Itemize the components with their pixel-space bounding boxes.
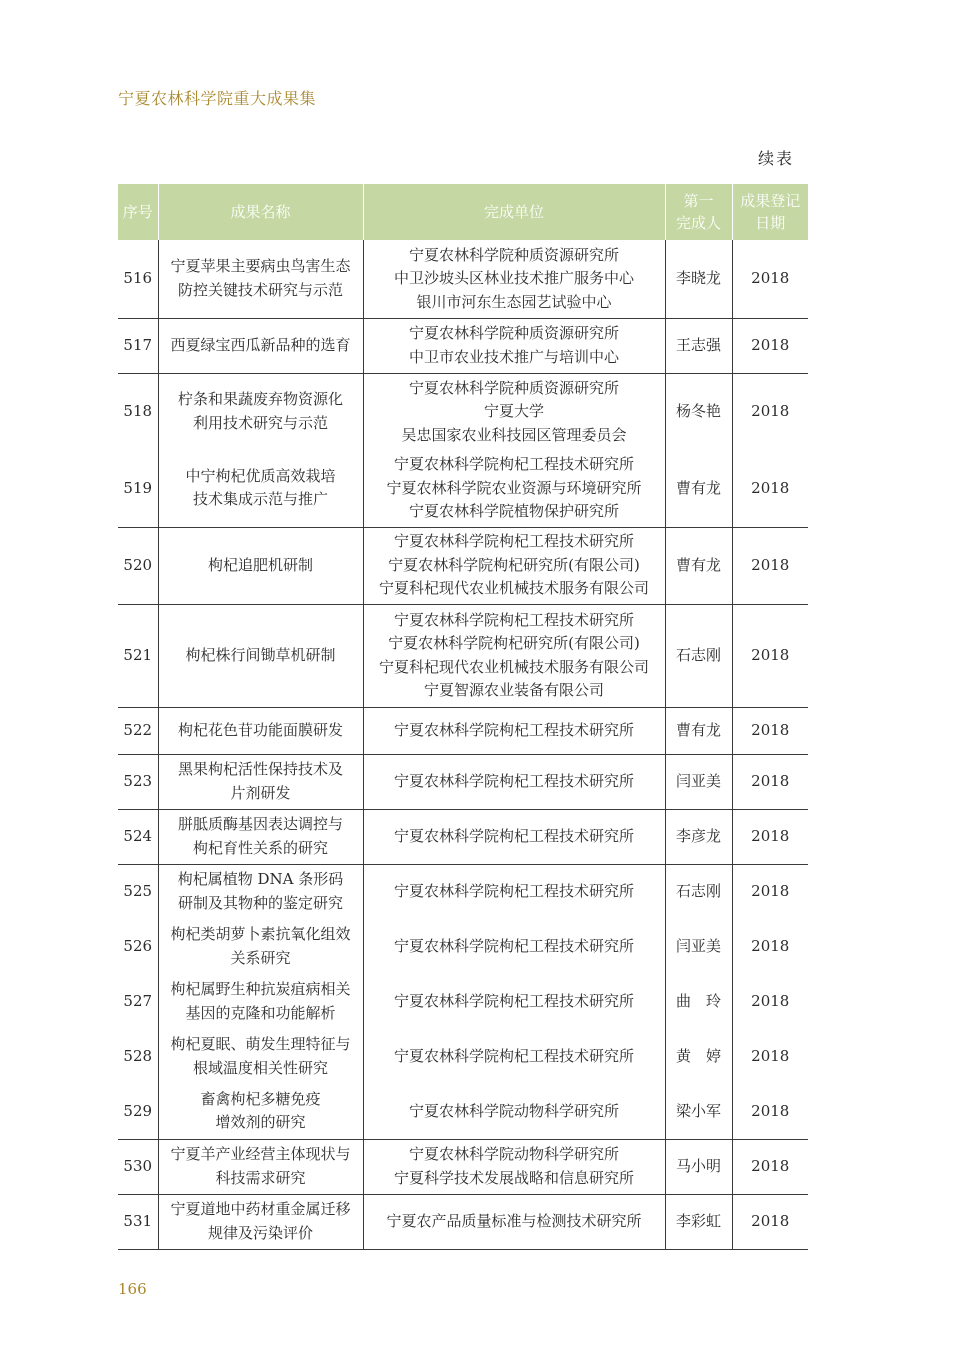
cell-registration-date: 2018 (732, 809, 808, 864)
cell-achievement-name: 枸杞追肥机研制 (158, 527, 363, 604)
cell-registration-date: 2018 (732, 1194, 808, 1249)
cell-number: 530 (118, 1139, 158, 1194)
cell-number: 522 (118, 707, 158, 754)
cell-number: 516 (123, 269, 153, 287)
column-header-person: 第一 完成人 (665, 184, 732, 240)
cell-first-person: 曲 玲 (665, 974, 732, 1029)
cell-registration-date: 2018 (732, 1029, 808, 1084)
table-row (118, 604, 808, 707)
table-row (118, 1029, 808, 1084)
cell-first-person: 石志刚 (665, 864, 732, 919)
cell-number: 521 (118, 604, 158, 707)
cell-achievement-name: 黑果枸杞活性保持技术及 片剂研发 (158, 754, 363, 809)
page-number: 166 (118, 1280, 147, 1298)
cell-number: 524 (118, 809, 158, 864)
cell-first-person: 梁小军 (665, 1084, 732, 1139)
table-row (118, 754, 808, 809)
cell-number: 523 (118, 754, 158, 809)
table-row (118, 240, 808, 318)
cell-number: 525 (118, 864, 158, 919)
cell-completing-units: 宁夏农林科学院种质资源研究所 中卫沙坡头区林业技术推广服务中心 银川市河东生态园艺试验中心 (363, 240, 665, 318)
cell-first-person: 闫亚美 (665, 919, 732, 974)
cell-achievement-name: 畜禽枸杞多糖免疫 增效剂的研究 (158, 1084, 363, 1139)
column-header-name: 成果名称 (158, 184, 363, 240)
cell-achievement-name: 枸杞属野生种抗炭疽病相关 基因的克隆和功能解析 (158, 974, 363, 1029)
cell-first-person: 曹有龙 (665, 707, 732, 754)
cell-registration-date: 2018 (732, 240, 808, 318)
cell-completing-units: 宁夏农林科学院种质资源研究所 宁夏大学 吴忠国家农业科技园区管理委员会 (363, 373, 665, 450)
cell-registration-date: 2018 (732, 919, 808, 974)
table-row (118, 318, 808, 373)
running-head: 宁夏农林科学院重大成果集 (118, 89, 317, 108)
cell-completing-units: 宁夏农林科学院种质资源研究所 中卫市农业技术推广与培训中心 (363, 318, 665, 373)
cell-registration-date: 2018 (732, 318, 808, 373)
cell-number: 526 (123, 936, 153, 955)
table-row (118, 1194, 808, 1249)
table-row (118, 1139, 808, 1194)
cell-registration-date: 2018 (732, 450, 808, 527)
results-table (118, 184, 808, 1250)
cell-completing-units: 宁夏农林科学院枸杞工程技术研究所 (363, 809, 665, 864)
cell-completing-units: 宁夏农林科学院枸杞工程技术研究所 宁夏农林科学院枸杞研究所(有限公司) 宁夏科杞现代农业机械技术服务有限公司 宁夏智源农业装备有限公司 (363, 604, 665, 707)
cell-registration-date: 2018 (732, 527, 808, 604)
cell-achievement-name: 枸杞花色苷功能面膜研发 (158, 707, 363, 754)
cell-achievement-name: 西夏绿宝西瓜新品种的选育 (158, 318, 363, 373)
table-row (118, 1084, 808, 1139)
cell-completing-units: 宁夏农林科学院枸杞工程技术研究所 (363, 754, 665, 809)
column-header-no: 序号 (118, 184, 158, 240)
cell-first-person: 闫亚美 (665, 754, 732, 809)
cell-completing-units: 宁夏农林科学院枸杞工程技术研究所 (363, 1029, 665, 1084)
table-row (118, 373, 808, 450)
cell-first-person: 王志强 (665, 318, 732, 373)
table-row (118, 974, 808, 1029)
cell-completing-units: 宁夏农产品质量标准与检测技术研究所 (363, 1194, 665, 1249)
table-row (118, 919, 808, 974)
column-header-units: 完成单位 (363, 184, 665, 240)
cell-completing-units: 宁夏农林科学院动物科学研究所 (363, 1084, 665, 1139)
cell-first-person: 石志刚 (665, 604, 732, 707)
cell-number: 520 (118, 527, 158, 604)
cell-registration-date: 2018 (732, 1084, 808, 1139)
continued-label: 续表 (758, 149, 795, 168)
cell-completing-units: 宁夏农林科学院枸杞工程技术研究所 (363, 707, 665, 754)
cell-registration-date: 2018 (732, 974, 808, 1029)
cell-first-person: 李彦龙 (665, 809, 732, 864)
cell-registration-date: 2018 (732, 707, 808, 754)
cell-achievement-name: 中宁枸杞优质高效栽培 技术集成示范与推广 (158, 450, 363, 527)
cell-achievement-name: 枸杞夏眠、萌发生理特征与 根域温度相关性研究 (158, 1029, 363, 1084)
cell-completing-units: 宁夏农林科学院枸杞工程技术研究所 (363, 864, 665, 919)
cell-first-person: 马小明 (665, 1139, 732, 1194)
cell-number: 531 (118, 1194, 158, 1249)
cell-achievement-name: 胼胝质酶基因表达调控与 枸杞育性关系的研究 (158, 809, 363, 864)
cell-achievement-name: 枸杞类胡萝卜素抗氧化组效 关系研究 (158, 919, 363, 974)
cell-registration-date: 2018 (732, 864, 808, 919)
table-body (118, 240, 808, 1249)
cell-completing-units: 宁夏农林科学院动物科学研究所 宁夏科学技术发展战略和信息研究所 (363, 1139, 665, 1194)
table-row (118, 450, 808, 527)
cell-registration-date: 2018 (732, 754, 808, 809)
cell-achievement-name: 宁夏道地中药材重金属迁移 规律及污染评价 (158, 1194, 363, 1249)
cell-number: 529 (123, 1101, 153, 1120)
cell-first-person: 曹有龙 (665, 450, 732, 527)
cell-registration-date: 2018 (732, 373, 808, 450)
cell-completing-units: 宁夏农林科学院枸杞工程技术研究所 (363, 919, 665, 974)
cell-registration-date: 2018 (732, 1139, 808, 1194)
cell-achievement-name: 柠条和果蔬废弃物资源化 利用技术研究与示范 (158, 373, 363, 450)
cell-achievement-name: 枸杞株行间锄草机研制 (158, 604, 363, 707)
cell-first-person: 李晓龙 (665, 240, 732, 318)
cell-completing-units: 宁夏农林科学院枸杞工程技术研究所 宁夏农林科学院枸杞研究所(有限公司) 宁夏科杞现代农业机械技术服务有限公司 (363, 527, 665, 604)
cell-number: 519 (123, 478, 153, 497)
table-row (118, 527, 808, 604)
cell-first-person: 曹有龙 (665, 527, 732, 604)
cell-number: 517 (118, 318, 158, 373)
cell-first-person: 李彩虹 (665, 1194, 732, 1249)
cell-achievement-name: 枸杞属植物 DNA 条形码 研制及其物种的鉴定研究 (158, 864, 363, 919)
cell-completing-units: 宁夏农林科学院枸杞工程技术研究所 (363, 974, 665, 1029)
cell-completing-units: 宁夏农林科学院枸杞工程技术研究所 宁夏农林科学院农业资源与环境研究所 宁夏农林科学院植物保护研究所 (363, 450, 665, 527)
cell-first-person: 杨冬艳 (665, 373, 732, 450)
column-header-date: 成果登记 日期 (732, 184, 808, 240)
cell-number: 527 (123, 991, 153, 1010)
cell-achievement-name: 宁夏羊产业经营主体现状与 科技需求研究 (158, 1139, 363, 1194)
cell-achievement-name: 宁夏苹果主要病虫鸟害生态 防控关键技术研究与示范 (158, 240, 363, 318)
table-row (118, 707, 808, 754)
cell-number: 518 (118, 373, 158, 450)
cell-first-person: 黄 婷 (665, 1029, 732, 1084)
table-header-row (118, 184, 808, 240)
table-row (118, 864, 808, 919)
cell-registration-date: 2018 (732, 604, 808, 707)
table-row (118, 809, 808, 864)
cell-number: 528 (123, 1046, 153, 1065)
